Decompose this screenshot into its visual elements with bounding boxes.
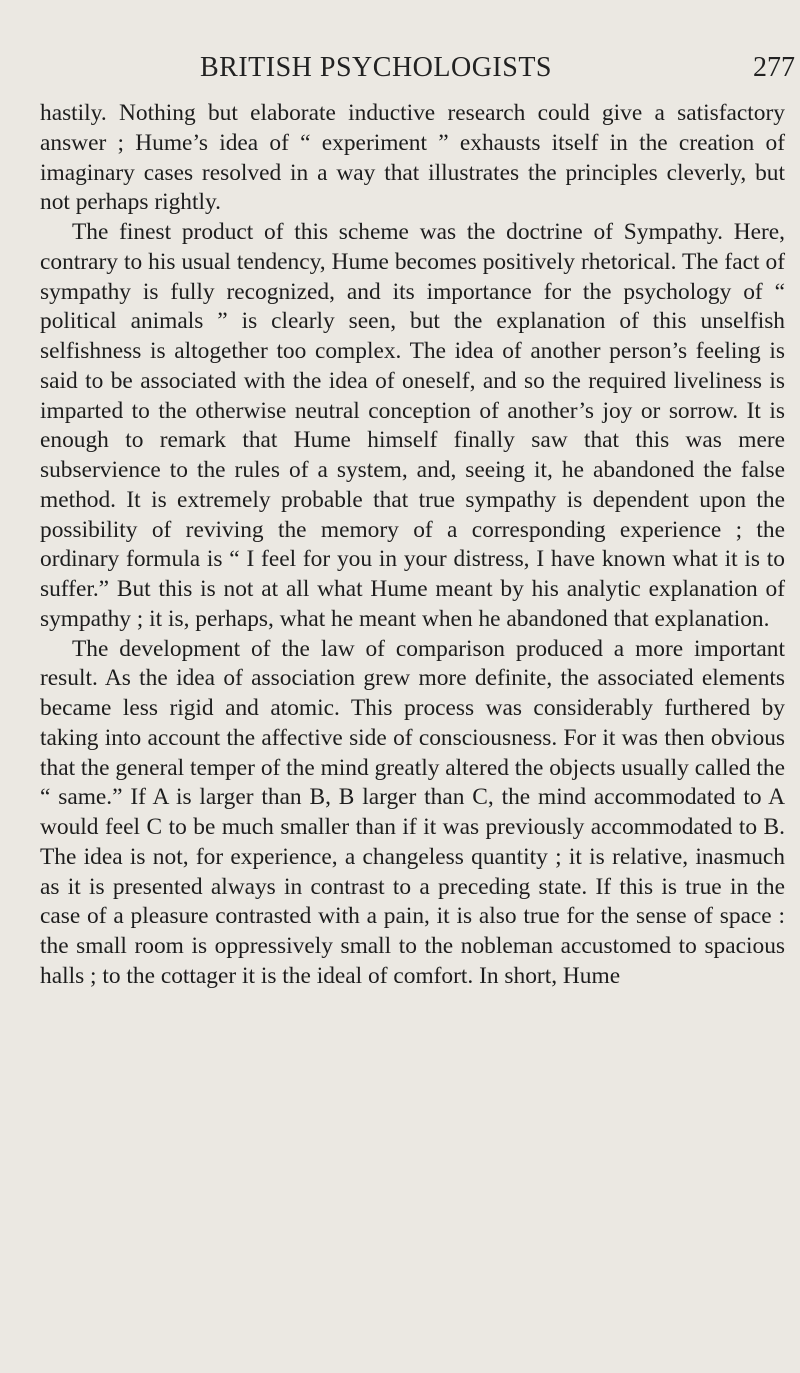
body-text <box>40 99 785 992</box>
paragraph: The finest product of this scheme was the doctrine of Sympathy. Here, contrary to his usual tendency, Hume becomes positively rhetorical. The fact of sympathy is fully recognized, and its importance for the psychology of “ political animals ” is clearly seen, but the explanation of this unselfish selfishness is altogether too complex. The idea of another person’s feeling is said to be associated with the idea of oneself, and so the required liveliness is imparted to the otherwise neutral conception of another’s joy or sorrow. It is enough to remark that Hume himself finally saw that this was mere subservience to the rules of a system, and, seeing it, he abandoned the false method. It is extremely probable that true sympathy is dependent upon the possibility of reviving the memory of a corresponding experience ; the ordinary formula is “ I feel for you in your distress, I have known what it is to suffer.” But this is not at all what Hume meant by his analytic explanation of sympathy ; it is, perhaps, what he meant when he abandoned that explanation. <box>40 219 785 632</box>
running-title: BRITISH PSYCHOLOGISTS <box>200 52 552 83</box>
paragraph: hastily. Nothing but elaborate inductive research could give a satisfactory answer ; Hume’s idea of “ experiment ” exhausts itself in the creation of imaginary cases resolved in a way that illustrates the principles cleverly, but not perhaps rightly. <box>40 100 785 216</box>
page-header <box>40 52 795 92</box>
paragraph: The development of the law of comparison produced a more important result. As the idea of association grew more definite, the associated elements became less rigid and atomic. This process was considerably furthered by taking into account the affective side of consciousness. For it was then obvious that the general temper of the mind greatly altered the objects usually called the “ same.” If A is larger than B, B larger than C, the mind accommodated to A would feel C to be much smaller than if it was previously accommodated to B. The idea is not, for experience, a changeless quantity ; it is relative, inasmuch as it is presented always in contrast to a preceding state. If this is true in the case of a pleasure contrasted with a pain, it is also true for the sense of space : the small room is oppressively small to the nobleman accustomed to spacious halls ; to the cottager it is the ideal of comfort. In short, Hume <box>40 635 785 989</box>
page-number: 277 <box>753 52 795 83</box>
